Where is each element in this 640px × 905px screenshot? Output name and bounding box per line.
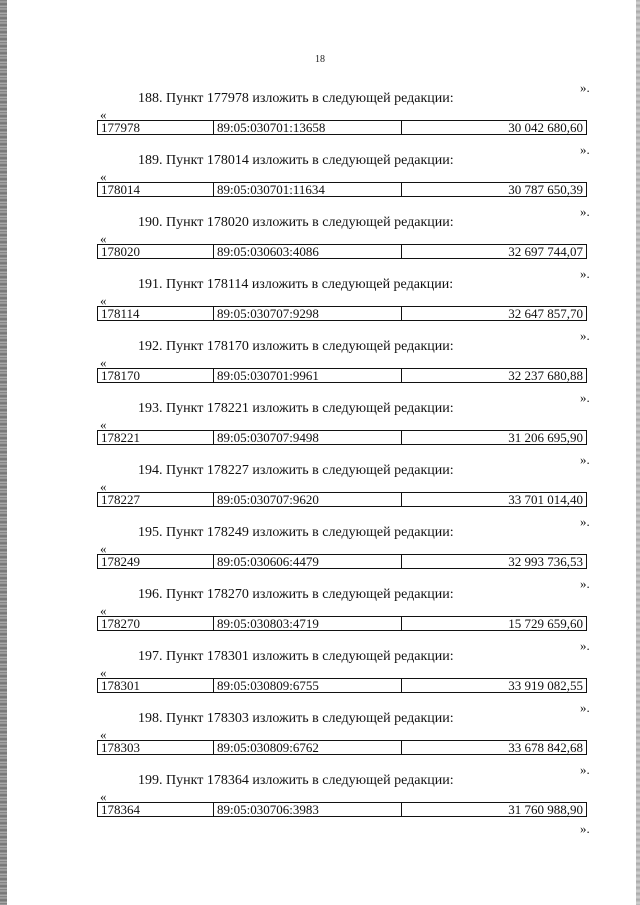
closing-quote: ». [580,638,590,653]
amendment-heading: 195. Пункт 178249 изложить в следующей редакции: [138,525,454,540]
amendment-item [0,701,640,763]
table-row [97,492,587,507]
item-number-cell: 178227 [98,493,214,506]
amendment-item [0,329,640,391]
item-number-cell: 177978 [98,121,214,134]
opening-quote: « [100,107,107,122]
cadastral-number-cell: 89:05:030606:4479 [214,555,402,568]
cadastral-number-cell: 89:05:030707:9498 [214,431,402,444]
table-row [97,430,587,445]
closing-quote: ». [580,762,590,777]
opening-quote: « [100,355,107,370]
item-number-cell: 178249 [98,555,214,568]
opening-quote: « [100,231,107,246]
amendment-item [0,577,640,639]
opening-quote: « [100,727,107,742]
closing-quote: ». [580,328,590,343]
item-number-cell: 178301 [98,679,214,692]
table-row [97,740,587,755]
item-number-cell: 178303 [98,741,214,754]
opening-quote: « [100,169,107,184]
table-row [97,678,587,693]
cadastral-value-cell: 30 042 680,60 [508,121,583,134]
amendment-item [0,267,640,329]
cadastral-value-cell: 32 647 857,70 [508,307,583,320]
cadastral-number-cell: 89:05:030603:4086 [214,245,402,258]
amendment-heading: 188. Пункт 177978 изложить в следующей редакции: [138,91,454,106]
closing-quote: ». [580,142,590,157]
table-row [97,306,587,321]
amendment-heading: 193. Пункт 178221 изложить в следующей редакции: [138,401,454,416]
cadastral-value-cell: 15 729 659,60 [508,617,583,630]
amendment-heading: 189. Пункт 178014 изложить в следующей редакции: [138,153,454,168]
cadastral-number-cell: 89:05:030803:4719 [214,617,402,630]
amendment-heading: 190. Пункт 178020 изложить в следующей редакции: [138,215,454,230]
cadastral-value-cell: 33 678 842,68 [508,741,583,754]
amendment-heading: 199. Пункт 178364 изложить в следующей редакции: [138,773,454,788]
closing-quote: ». [580,821,590,836]
closing-quote: ». [580,266,590,281]
cadastral-value-cell: 31 760 988,90 [508,803,583,816]
item-number-cell: 178221 [98,431,214,444]
amendment-heading: 194. Пункт 178227 изложить в следующей редакции: [138,463,454,478]
item-number-cell: 178270 [98,617,214,630]
item-number-cell: 178114 [98,307,214,320]
page-number: 18 [315,54,325,65]
cadastral-value-cell: 31 206 695,90 [508,431,583,444]
amendment-item [0,81,640,143]
amendment-heading: 192. Пункт 178170 изложить в следующей редакции: [138,339,454,354]
closing-quote: ». [580,700,590,715]
amendment-item [0,391,640,453]
amendment-item [0,453,640,515]
table-row [97,120,587,135]
opening-quote: « [100,541,107,556]
table-row [97,182,587,197]
cadastral-number-cell: 89:05:030707:9298 [214,307,402,320]
opening-quote: « [100,603,107,618]
cadastral-value-cell: 32 697 744,07 [508,245,583,258]
closing-quote: ». [580,514,590,529]
closing-quote: ». [580,390,590,405]
table-row [97,244,587,259]
closing-quote: ». [580,204,590,219]
amendment-heading: 191. Пункт 178114 изложить в следующей редакции: [138,277,454,292]
opening-quote: « [100,417,107,432]
item-number-cell: 178170 [98,369,214,382]
cadastral-value-cell: 32 237 680,88 [508,369,583,382]
cadastral-value-cell: 30 787 650,39 [508,183,583,196]
cadastral-value-cell: 33 701 014,40 [508,493,583,506]
cadastral-number-cell: 89:05:030707:9620 [214,493,402,506]
amendment-item [0,763,640,825]
table-row [97,554,587,569]
item-number-cell: 178364 [98,803,214,816]
amendment-item [0,205,640,267]
item-number-cell: 178020 [98,245,214,258]
item-number-cell: 178014 [98,183,214,196]
cadastral-value-cell: 32 993 736,53 [508,555,583,568]
closing-quote: ». [580,80,590,95]
opening-quote: « [100,479,107,494]
amendment-heading: 196. Пункт 178270 изложить в следующей редакции: [138,587,454,602]
table-row [97,368,587,383]
amendment-item [0,639,640,701]
opening-quote: « [100,665,107,680]
closing-quote: ». [580,576,590,591]
cadastral-number-cell: 89:05:030701:11634 [214,183,402,196]
cadastral-number-cell: 89:05:030809:6762 [214,741,402,754]
cadastral-value-cell: 33 919 082,55 [508,679,583,692]
amendment-item [0,143,640,205]
closing-quote: ». [580,452,590,467]
table-row [97,802,587,817]
cadastral-number-cell: 89:05:030701:9961 [214,369,402,382]
cadastral-number-cell: 89:05:030701:13658 [214,121,402,134]
amendment-heading: 197. Пункт 178301 изложить в следующей редакции: [138,649,454,664]
opening-quote: « [100,293,107,308]
cadastral-number-cell: 89:05:030706:3983 [214,803,402,816]
amendment-heading: 198. Пункт 178303 изложить в следующей редакции: [138,711,454,726]
amendment-item [0,515,640,577]
table-row [97,616,587,631]
cadastral-number-cell: 89:05:030809:6755 [214,679,402,692]
opening-quote: « [100,789,107,804]
